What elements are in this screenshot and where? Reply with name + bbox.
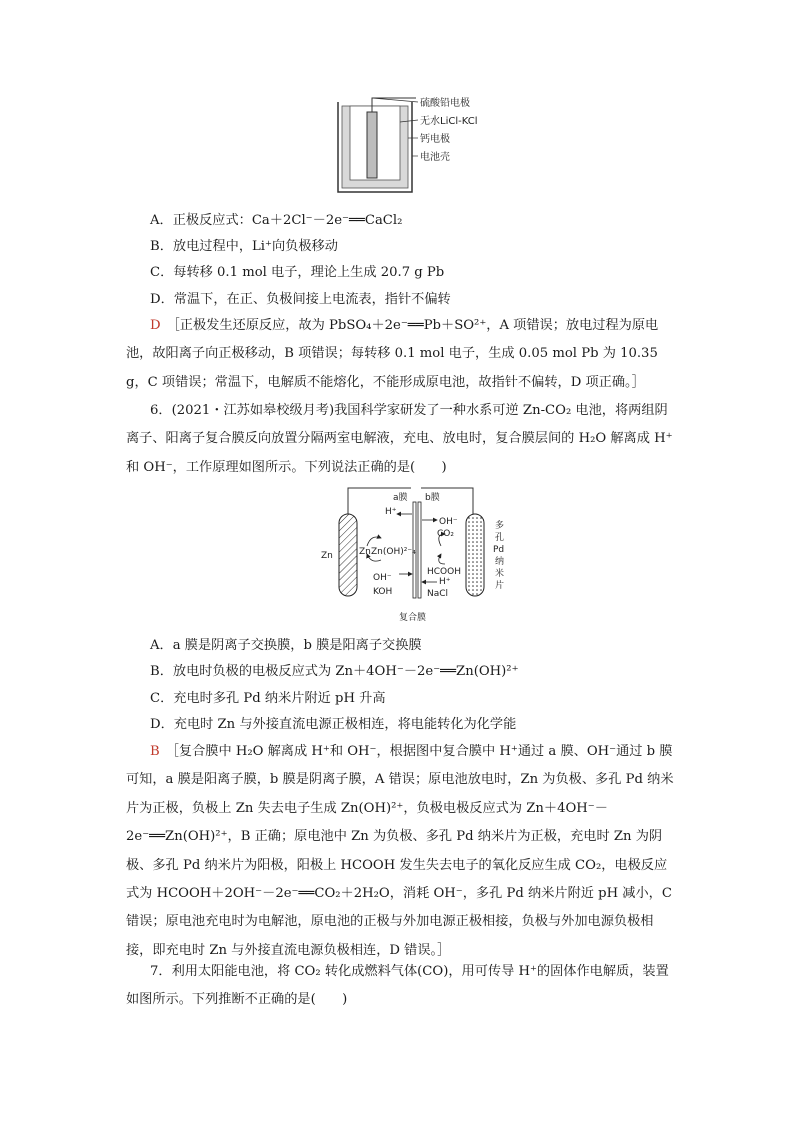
- q5-option-a: A．正极反应式：Ca＋2Cl⁻－2e⁻══CaCl₂: [150, 213, 403, 228]
- label-h-plus: H⁺: [385, 507, 397, 517]
- label-zn-oh: Zn(OH)²⁻₄: [371, 547, 416, 557]
- label-hcooh: HCOOH: [427, 567, 461, 577]
- q5-option-b: B．放电过程中，Li⁺向负极移动: [150, 239, 338, 254]
- label-oh-left: OH⁻: [373, 573, 392, 583]
- q5-explanation-text: ［正极发生还原反应，故为 PbSO₄＋2e⁻══Pb＋SO²⁺，A 项错误；放电过程为原电池，故阳离子向正极移动，B 项错误；每转移 0.1 mol 电子，生成 0.05 mol Pb 为 10.35 g，C 项错误；常温下，电解质不能熔化，不能形成原电池，故指针不偏转，D 项正确。］: [126, 318, 659, 390]
- pd-electrode: [466, 514, 484, 596]
- q6-option-c: C．充电时多孔 Pd 纳米片附近 pH 升高: [150, 691, 386, 706]
- q5-option-d: D．常温下，在正、负极间接上电流表，指针不偏转: [150, 292, 451, 307]
- label-porous-2: 孔: [495, 533, 505, 543]
- battery-figure: [330, 92, 500, 202]
- label-shell: 电池壳: [420, 152, 450, 163]
- q5-option-c: C．每转移 0.1 mol 电子，理论上生成 20.7 g Pb: [150, 265, 445, 280]
- q5-explanation: [126, 312, 674, 397]
- q6-stem: 6．(2021・江苏如皋校级月考)我国科学家研发了一种水系可逆 Zn-CO₂ 电池，将两组阴离子、阳离子复合膜反向放置分隔两室电解液，充电、放电时，复合膜层间的 H₂O 解离成 H⁺和 OH⁻，工作原理如图所示。下列说法正确的是( ): [126, 403, 673, 475]
- q6-explanation-text: ［复合膜中 H₂O 解离成 H⁺和 OH⁻，根据图中复合膜中 H⁺通过 a 膜、OH⁻通过 b 膜可知，a 膜是阳离子膜，b 膜是阴离子膜，A 错误；原电池放电时，Zn 为负极、多孔 Pd 纳米片为正极，负极上 Zn 失去电子生成 Zn(OH)²⁺，负极电极反应式为 Zn＋4OH⁻－2e⁻══Zn(OH)²⁺，B 正确；原电池中 Zn 为负极、多孔 Pd 纳米片为正极，充电时 Zn 为阴极、多孔 Pd 纳米片为阳极，阳极上 HCOOH 发生失去电子的氧化反应生成 CO₂，电极反应式为 HCOOH＋2OH⁻－2e⁻══CO₂＋2H₂O，消耗 OH⁻，多孔 Pd 纳米片附近 pH 减小，C 错误；原电池充电时为电解池，原电池的正极与外加电源正极相接，负极与外加电源负极相接，即充电时 Zn 与外接直流电源负极相连，D 错误。］: [126, 744, 674, 958]
- lead-sulfate-electrode: [367, 112, 377, 178]
- label-porous-6: 片: [495, 581, 505, 591]
- label-a-membrane: a膜: [393, 493, 408, 503]
- label-zn: Zn: [321, 551, 333, 561]
- label-porous-4: 纳: [495, 557, 505, 567]
- b-membrane: [418, 502, 421, 598]
- q5-answer: D: [150, 318, 161, 333]
- zn-electrode: [339, 514, 357, 596]
- label-nacl: NaCl: [427, 589, 449, 599]
- label-zn-complex: Zn: [359, 547, 371, 557]
- label-h-plus-2: H⁺: [439, 577, 451, 587]
- label-b-membrane: b膜: [425, 493, 440, 503]
- label-koh: KOH: [373, 587, 393, 597]
- label-lead-sulfate: 硫酸铅电极: [420, 98, 470, 109]
- q6-answer: B: [150, 744, 160, 759]
- q7-stem: 7．利用太阳能电池，将 CO₂ 转化成燃料气体(CO)，用可传导 H⁺的固体作电解质，装置如图所示。下列推断不正确的是( ): [126, 964, 669, 1008]
- label-porous-5: 米: [495, 569, 505, 579]
- label-co2: CO₂: [437, 529, 454, 539]
- label-calcium: 钙电极: [420, 134, 450, 145]
- label-composite: 复合膜: [399, 613, 427, 623]
- label-electrolyte: 无水LiCl-KCl: [420, 116, 478, 127]
- q6-explanation: [126, 738, 674, 965]
- zn-co2-cell-figure: [315, 484, 515, 626]
- q6-option-b: B．放电时负极的电极反应式为 Zn＋4OH⁻－2e⁻══Zn(OH)²⁺: [150, 664, 519, 679]
- label-porous-1: 多: [495, 521, 505, 531]
- q6-option-d: D．充电时 Zn 与外接直流电源正极相连，将电能转化为化学能: [150, 717, 517, 732]
- q6-option-a: A．a 膜是阴离子交换膜，b 膜是阳离子交换膜: [150, 638, 422, 653]
- label-oh-right: OH⁻: [439, 517, 458, 527]
- label-porous-3: Pd: [493, 545, 505, 555]
